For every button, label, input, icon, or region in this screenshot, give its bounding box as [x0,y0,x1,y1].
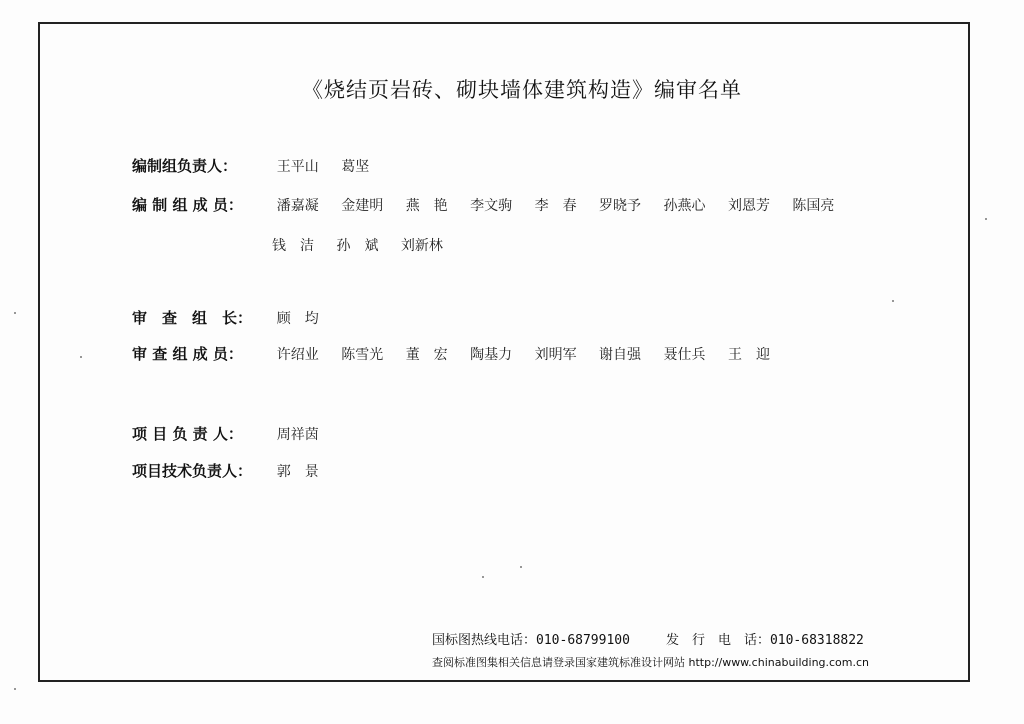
scan-speck [520,566,522,568]
footer-phones [432,629,864,648]
scan-speck [80,356,82,358]
person-name: 陈雪光 [341,347,384,363]
review-members-row [132,344,788,365]
person-name: 刘明军 [534,347,577,363]
review-lead-names [277,309,337,329]
person-name: 郭 景 [276,464,319,480]
compile-members-row-2 [272,235,461,256]
person-name: 聂仕兵 [663,347,706,363]
person-name: 许绍业 [276,347,319,363]
person-name: 钱 洁 [272,238,314,254]
person-name: 燕 艳 [405,198,448,214]
person-name: 李文驹 [470,198,513,214]
hotline-label: 国标图热线电话： [432,633,537,648]
compile-lead-row [132,156,387,177]
publish-phone-label: 发 行 电 话： [665,633,770,648]
compile-lead-label: 编制组负责人： [132,157,238,175]
person-name: 李 春 [534,198,577,214]
scan-speck [892,300,894,302]
compile-members-row [132,195,852,216]
person-name: 潘嘉凝 [276,198,319,214]
compile-members-names [277,196,853,216]
project-lead-label: 项 目 负 责 人： [132,425,243,443]
person-name: 陈国亮 [792,198,835,214]
person-name: 陶基力 [470,347,513,363]
person-name: 金建明 [341,198,384,214]
person-name: 刘恩芳 [727,198,770,214]
project-tech-lead-row [132,461,337,482]
page-title: 《烧结页岩砖、砌块墙体建筑构造》编审名单 [302,78,742,102]
person-name: 王 迎 [727,347,770,363]
scan-speck [14,312,16,314]
person-name: 刘新林 [400,238,443,254]
scan-speck [482,576,484,578]
person-name: 顾 均 [276,311,319,327]
scan-speck [985,218,987,220]
hotline-number: 010-68799100 [536,633,630,648]
person-name: 罗晓予 [599,198,642,214]
person-name: 王平山 [276,159,319,175]
review-lead-row [132,308,337,329]
project-tech-lead-names [277,462,337,482]
project-lead-row [132,424,337,445]
compile-lead-names [277,157,387,177]
review-members-label: 审 查 组 成 员： [132,345,243,363]
compile-members-label: 编 制 组 成 员： [132,196,243,214]
publish-phone-number: 010-68318822 [769,633,864,648]
person-name: 孙 斌 [336,238,379,254]
person-name: 孙燕心 [663,198,706,214]
person-name: 葛坚 [341,159,370,175]
person-name: 周祥茵 [276,427,319,443]
project-tech-lead-label: 项目技术负责人： [132,462,253,480]
review-members-names [277,345,788,365]
compile-members-names-2 [272,236,461,256]
footer-website: 查阅标准图集相关信息请登录国家建筑标准设计网站 http://www.chinabuilding.com.cn [432,656,870,669]
project-lead-names [277,425,337,445]
person-name: 董 宏 [405,347,448,363]
person-name: 谢自强 [599,347,642,363]
scan-speck [14,688,16,690]
review-lead-label: 审 查 组 长： [132,309,253,327]
